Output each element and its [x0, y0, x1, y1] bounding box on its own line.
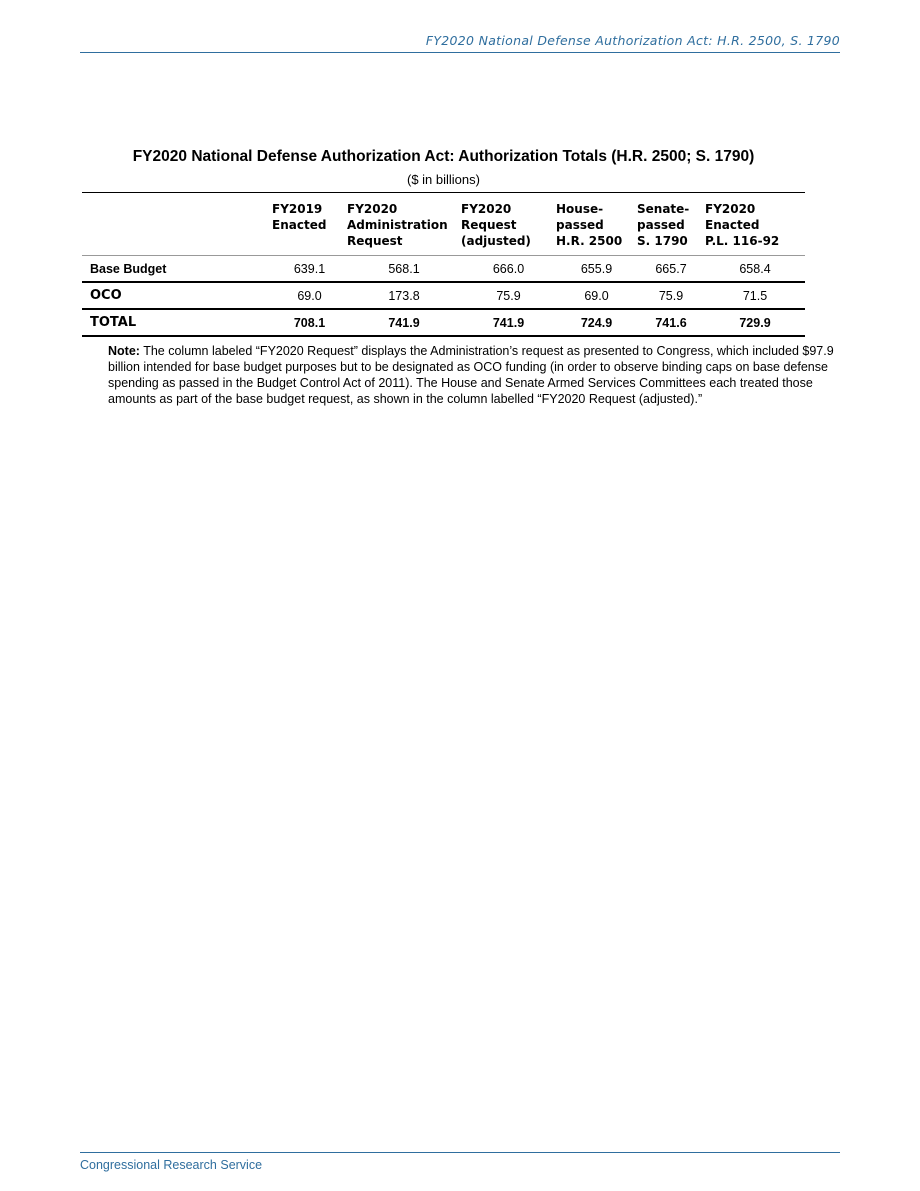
note-text: The column labeled “FY2020 Request” displays the Administration’s request as presented to Congress, which included $97.9 billion intended for base budget purposes but to be designated as OCO funding (in order to observe binding caps on base defense spending as passed in the Budget Control Act of 2011). The House and Senate Armed Services Committees each treated those amounts as part of the base budget request, as shown in the column labelled “FY2020 Request (adjusted).” [108, 344, 834, 406]
table-cell: 741.9 [388, 315, 420, 330]
column-header: Senate- passed S. 1790 [637, 202, 690, 248]
footer-text: Congressional Research Service [80, 1158, 263, 1172]
table-cell: 69.0 [297, 288, 322, 303]
table-cell: 568.1 [388, 261, 420, 276]
table-row [82, 282, 805, 309]
table-cell: 75.9 [496, 288, 521, 303]
row-label: TOTAL [90, 315, 137, 330]
table-cell: 729.9 [739, 315, 771, 330]
table-cell: 665.7 [655, 261, 687, 276]
note-label: Note: [108, 344, 140, 358]
column-header: FY2020 Administration Request [347, 202, 448, 248]
authorization-totals-table [82, 192, 805, 337]
row-label: Base Budget [90, 261, 167, 276]
table-cell: 741.6 [655, 315, 687, 330]
running-header [80, 32, 840, 53]
table-cell: 173.8 [388, 288, 420, 303]
table-cell: 658.4 [739, 261, 771, 276]
table-cell: 741.9 [492, 315, 525, 330]
table-cell: 666.0 [492, 261, 525, 276]
running-header-title: FY2020 National Defense Authorization Act: H.R. 2500, S. 1790 [425, 33, 840, 48]
column-header: House- passed H.R. 2500 [556, 202, 623, 248]
table-cell: 655.9 [580, 261, 613, 276]
column-header: FY2020 Enacted P.L. 116-92 [705, 202, 780, 248]
table-note [108, 343, 838, 407]
running-footer [80, 1152, 840, 1174]
column-header: FY2020 Request (adjusted) [461, 202, 531, 248]
table-cell: 69.0 [584, 288, 609, 303]
table-cell: 75.9 [658, 288, 684, 303]
table-title: FY2020 National Defense Authorization Act: Authorization Totals (H.R. 2500; S. 1790) [132, 148, 755, 165]
table-cell: 724.9 [580, 315, 613, 330]
row-label: OCO [90, 288, 122, 303]
table-header-row [82, 193, 805, 256]
table-row [82, 309, 805, 336]
table-cell: 708.1 [293, 315, 326, 330]
table-row [82, 256, 805, 283]
table-subtitle: ($ in billions) [407, 172, 480, 187]
column-header-row-label [82, 193, 272, 256]
table-cell: 71.5 [742, 288, 768, 303]
column-header: FY2019 Enacted [272, 202, 327, 232]
table-block [82, 148, 805, 337]
table-cell: 639.1 [293, 261, 326, 276]
